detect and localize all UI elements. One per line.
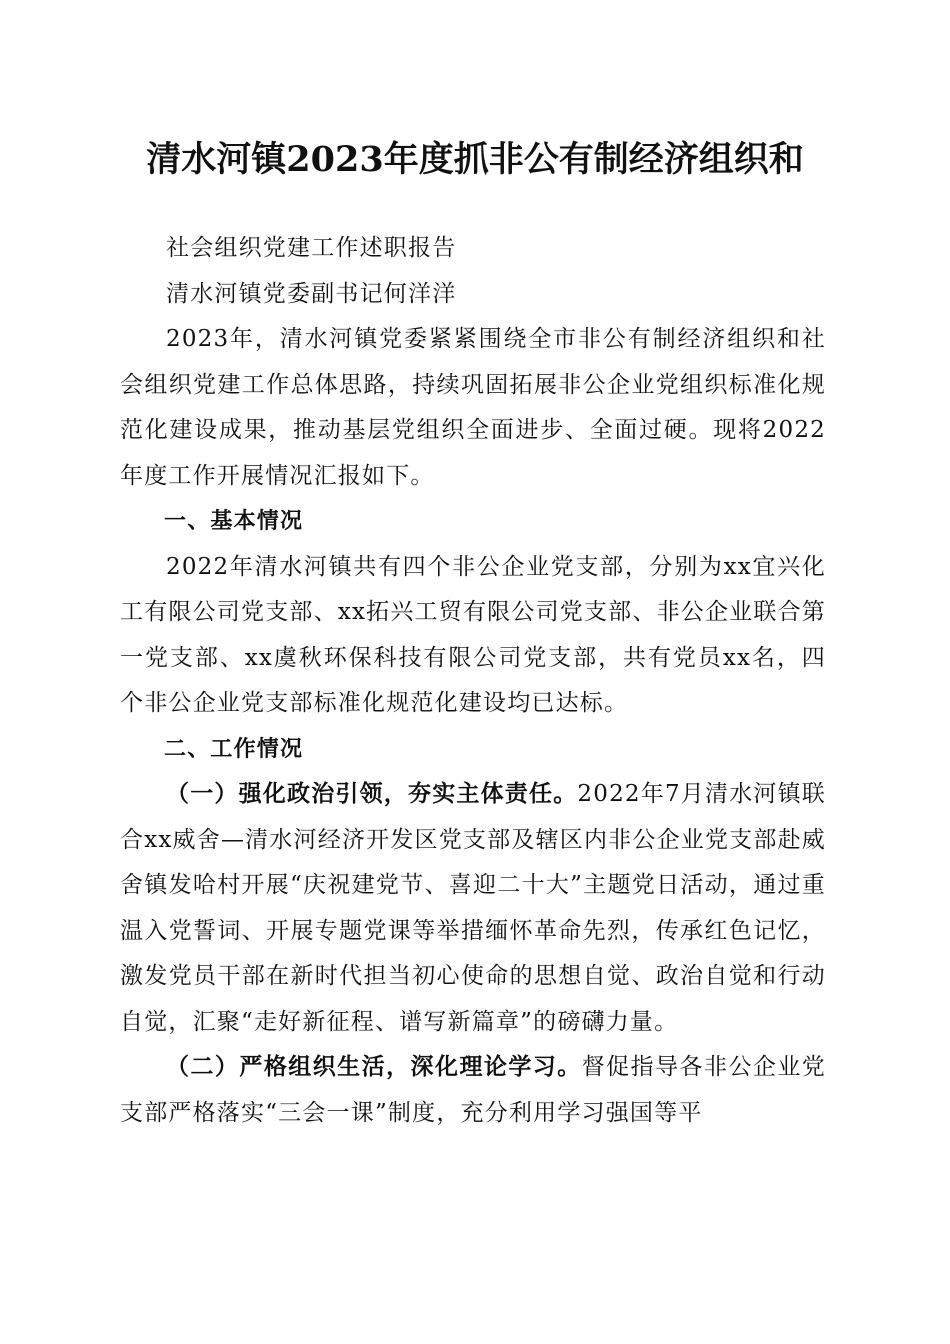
work-item-1-text: 2022年7月清水河镇联合xx威舍—清水河经济开发区党支部及辖区内非公企业党支部赴威舍镇发哈村开展“庆祝建党节、喜迎二十大”主题党日活动，通过重温入党誓词、开展专题党课等举措缅怀革命先烈，传承红色记忆，激发党员干部在新时代担当初心使命的思想自觉、政治自觉和行动自觉，汇聚“走好新征程、谱写新篇章”的磅礴力量。	[120, 781, 826, 1035]
work-item-1-paragraph	[120, 772, 826, 1045]
section-heading-basic: 一、基本情况	[164, 509, 304, 534]
work-item-2-paragraph	[120, 1045, 826, 1136]
document-body	[120, 226, 826, 1136]
work-item-1-lead: （一）强化政治引领，夯实主体责任。	[166, 781, 578, 807]
intro-paragraph: 2023年，清水河镇党委紧紧围绕全市非公有制经济组织和社会组织党建工作总体思路，持续巩固拓展非公企业党组织标准化规范化建设成果，推动基层党组织全面进步、全面过硬。现将2022年度工作开展情况汇报如下。	[120, 326, 826, 489]
document-subtitle: 社会组织党建工作述职报告	[166, 235, 457, 261]
section-basic-paragraph: 2022年清水河镇共有四个非公企业党支部，分别为xx宜兴化工有限公司党支部、xx拓兴工贸有限公司党支部、非公企业联合第一党支部、xx虞秋环保科技有限公司党支部，共有党员xx名，四个非公企业党支部标准化规范化建设均已达标。	[120, 553, 826, 716]
work-item-2-text: 督促指导各非公企业党支部严格落实“三会一课”制度，充分利用学习强国等平	[120, 1054, 827, 1126]
document-title: 清水河镇2023年度抓非公有制经济组织和	[146, 139, 804, 180]
section-heading-work: 二、工作情况	[164, 736, 304, 762]
work-item-2-lead: （二）严格组织生活，深化理论学习。	[166, 1054, 582, 1080]
author-line: 清水河镇党委副书记何洋洋	[166, 280, 457, 307]
